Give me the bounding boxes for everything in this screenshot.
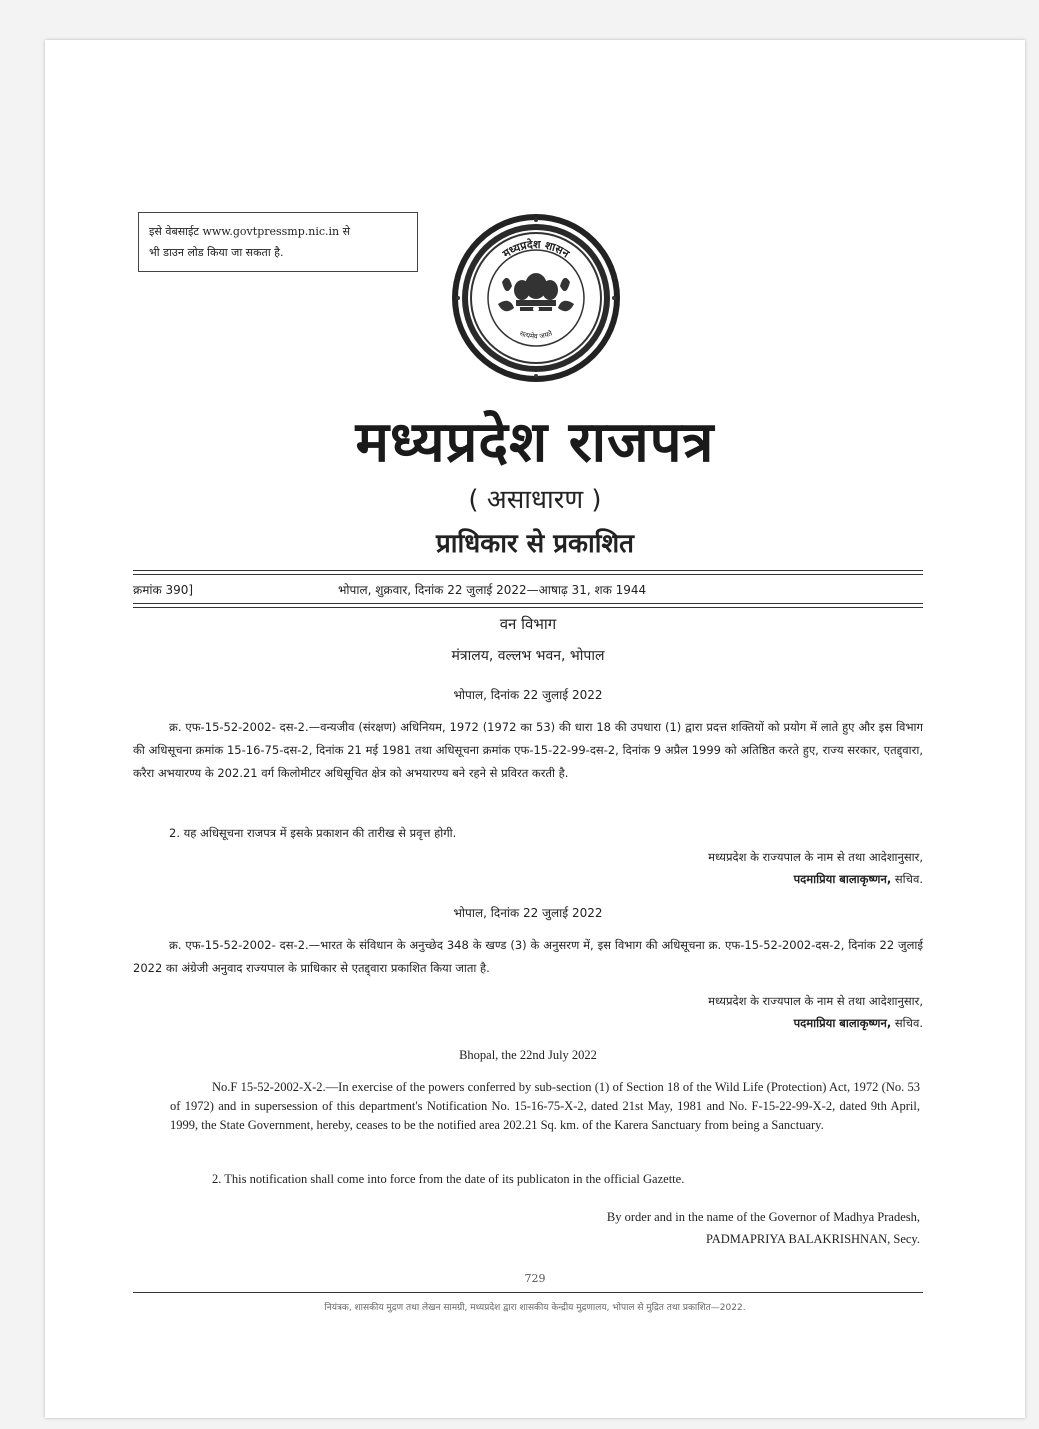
top-double-rule-1 xyxy=(133,570,923,571)
page-number: 729 xyxy=(524,1272,546,1285)
notice1-date: भोपाल, दिनांक 22 जुलाई 2022 xyxy=(453,688,603,702)
gazette-title: मध्यप्रदेश राजपत्र xyxy=(355,410,715,475)
issue-dateline xyxy=(133,577,923,603)
website-notice-box xyxy=(138,212,418,272)
notice2-sign-line1: मध्यप्रदेश के राज्यपाल के नाम से तथा आदेशानुसार, xyxy=(708,994,923,1008)
notice2-paragraph1: क्र. एफ-15-52-2002- दस-2.—भारत के संविधान के अनुच्छेद 348 के खण्ड (3) के अनुसरण में, इस विभाग की अधिसूचना क्र. एफ-15-52-2002-दस-2, दिनांक 22 जुलाई 2022 का अंग्रेजी अनुवाद राज्यपाल के प्राधिकार से एतद्द्वारा प्रकाशित किया जाता है. xyxy=(133,938,923,975)
english-paragraph2: 2. This notification shall come into force from the date of its publicaton in the official Gazette. xyxy=(212,1172,685,1186)
gazette-subtitle: ( असाधारण ) xyxy=(468,485,602,515)
printer-footer: नियंत्रक, शासकीय मुद्रण तथा लेखन सामग्री, मध्यप्रदेश द्वारा शासकीय केन्द्रीय मुद्रणालय, भोपाल से मुद्रित तथा प्रकाशित—2022. xyxy=(324,1303,746,1313)
notice1-paragraph1: क्र. एफ-15-52-2002- दस-2.—वन्यजीव (संरक्षण) अधिनियम, 1972 (1972 का 53) की धारा 18 की उपधारा (1) द्वारा प्रदत्त शक्तियों को प्रयोग में लाते हुए और इस विभाग की अधिसूचना क्रमांक 15-16-75-दस-2, दिनांक 21 मई 1981 तथा अधिसूचना क्रमांक एफ-15-22-99-दस-2, दिनांक 9 अप्रैल 1999 को अतिष्ठित करते हुए, राज्य सरकार, एतद्द्वारा, करैरा अभयारण्य के 202.21 वर्ग किलोमीटर अधिसूचित क्षेत्र को अभयारण्य बने रहने से प्रविरत करती है. xyxy=(133,720,923,780)
notice2-body xyxy=(133,934,923,980)
issue-place-date: भोपाल, शुक्रवार, दिनांक 22 जुलाई 2022—आषाढ़ 31, शक 1944 xyxy=(338,583,647,597)
notice1-sign-line1: मध्यप्रदेश के राज्यपाल के नाम से तथा आदेशानुसार, xyxy=(708,850,923,864)
english-para2-wrap xyxy=(170,1170,920,1189)
english-signature xyxy=(607,1206,920,1250)
gazette-page xyxy=(45,40,1025,1418)
notice2-designation: सचिव. xyxy=(891,1016,923,1030)
english-sign-line1: By order and in the name of the Governor of Madhya Pradesh, xyxy=(606,1210,920,1224)
bottom-double-rule-2 xyxy=(133,607,923,608)
notice1-paragraph2: 2. यह अधिसूचना राजपत्र में इसके प्रकाशन की तारीख से प्रवृत्त होगी. xyxy=(169,826,457,840)
bottom-double-rule-1 xyxy=(133,603,923,604)
english-body xyxy=(170,1078,920,1135)
department-office: मंत्रालय, वल्लभ भवन, भोपाल xyxy=(451,648,605,664)
department-name: वन विभाग xyxy=(499,615,557,633)
published-by-authority: प्राधिकार से प्रकाशित xyxy=(436,529,634,559)
website-notice-line1: इसे वेबसाईट www.govtpressmp.nic.in से xyxy=(149,225,351,238)
notice1-signatory: पदमाप्रिया बालाकृष्णन, xyxy=(793,872,892,886)
notice2-date: भोपाल, दिनांक 22 जुलाई 2022 xyxy=(453,906,603,920)
website-notice-line2: भी डाउन लोड किया जा सकता है. xyxy=(149,246,284,259)
emblem-top-text: मध्यप्रदेश शासन xyxy=(500,237,572,261)
english-paragraph1: No.F 15-52-2002-X-2.—In exercise of the powers conferred by sub-section (1) of Section 18 of the Wild Life (Protection) Act, 1972 (No. 53 of 1972) and in supersession of this department's Notification No. 15-16-75-X-2, dated 21st May, 1981 and No. F-15-22-99-X-2, dated 9th April, 1999, the State Government, hereby, ceases to be the notified area 202.21 Sq. km. of the Karera Sanctuary from being a Sanctuary. xyxy=(170,1080,920,1132)
notice1-body xyxy=(133,716,923,785)
notice1-para2-wrap xyxy=(133,822,923,845)
state-emblem-seal xyxy=(450,212,622,384)
top-double-rule-2 xyxy=(133,574,923,575)
emblem-bottom-text: सत्यमेव जयते xyxy=(518,329,554,341)
english-sign-line2: PADMAPRIYA BALAKRISHNAN, Secy. xyxy=(705,1232,920,1246)
notice1-designation: सचिव. xyxy=(891,872,923,886)
notice1-signature xyxy=(708,846,923,890)
notice2-signature xyxy=(708,990,923,1034)
issue-number: क्रमांक 390] xyxy=(133,583,194,597)
footer-rule xyxy=(133,1292,923,1293)
english-date: Bhopal, the 22nd July 2022 xyxy=(459,1048,597,1062)
notice2-signatory: पदमाप्रिया बालाकृष्णन, xyxy=(793,1016,892,1030)
